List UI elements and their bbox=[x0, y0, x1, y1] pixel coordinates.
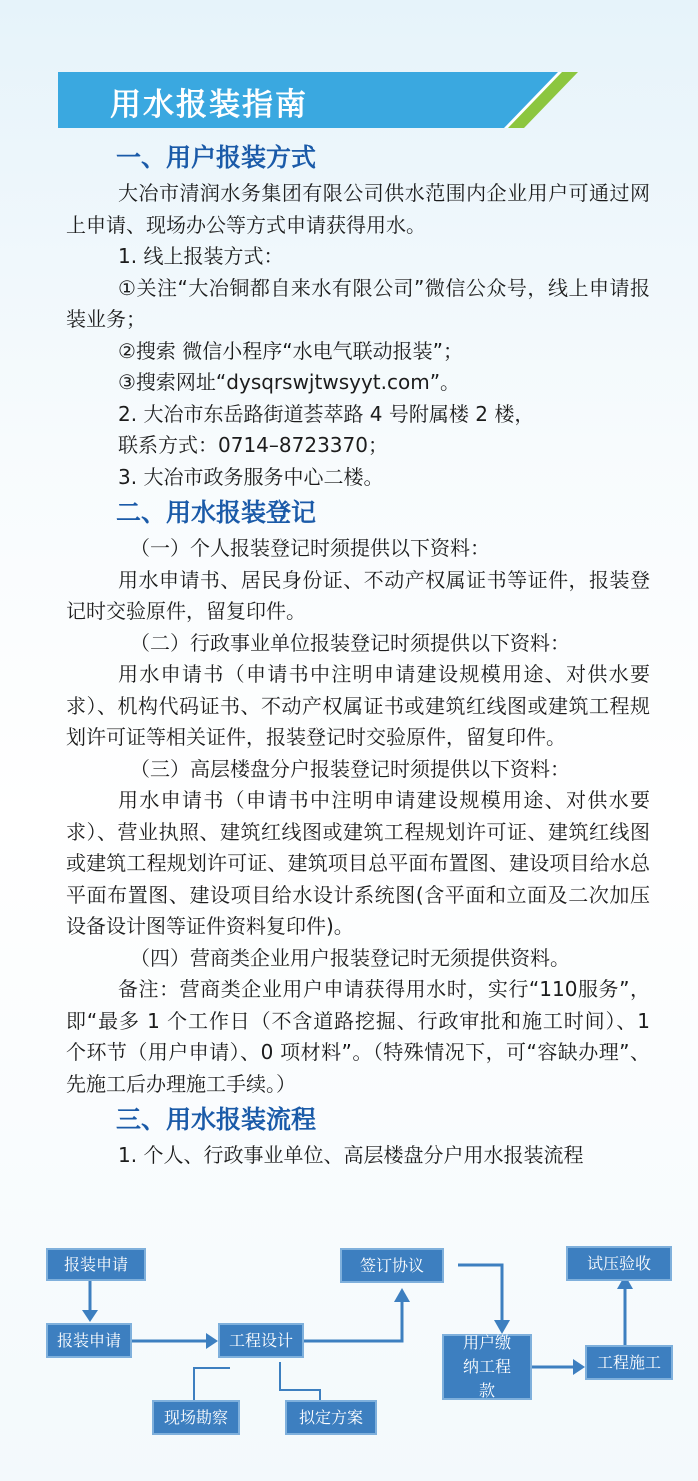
guide-content bbox=[66, 138, 650, 1172]
page-title: 用水报装指南 bbox=[110, 87, 308, 123]
flow-step-build: 工程施工 bbox=[585, 1345, 673, 1380]
note-110-service: 备注：营商类企业用户申请获得用水时，实行“110服务”，即“最多 1 个工作日（不含道路挖掘、行政审批和施工时间）、1 个环节（用户申请）、0 项材料”。（特殊情况下，可“容缺办理”、先施工后办理施工手续。） bbox=[66, 977, 650, 1096]
flow-step-design: 工程设计 bbox=[218, 1323, 304, 1358]
subheading-business: （四）营商类企业用户报装登记时无须提供资料。 bbox=[130, 945, 570, 970]
contact-phone: 联系方式：0714–8723370； bbox=[118, 433, 388, 457]
flow-step-apply: 报装申请 bbox=[46, 1323, 132, 1358]
subheading-government-units: （二）行政事业单位报装登记时须提供以下资料： bbox=[130, 630, 570, 655]
office-address: 2. 大冶市东岳路街道荟萃路 4 号附属楼 2 楼， bbox=[118, 401, 535, 426]
method-website: ③搜索网址“dysqrswjtwsyyt.com”。 bbox=[118, 370, 461, 394]
flow-step-plan: 拟定方案 bbox=[285, 1400, 377, 1435]
text-government-units: 用水申请书（申请书中注明申请建设规模用途、对供水要求）、机构代码证书、不动产权属证书或建筑红线图或建筑工程规划许可证等相关证件，报装登记时交验原件，留复印件。 bbox=[66, 662, 650, 749]
flow-step-sign: 签订协议 bbox=[340, 1248, 444, 1283]
process-subheading: 1. 个人、行政事业单位、高层楼盘分户用水报装流程 bbox=[118, 1143, 584, 1167]
section-heading-application-methods: 一、用户报装方式 bbox=[116, 143, 317, 172]
online-methods-label: 1. 线上报装方式： bbox=[118, 244, 284, 268]
section-heading-process: 三、用水报装流程 bbox=[116, 1105, 317, 1134]
flow-step-test: 试压验收 bbox=[566, 1246, 672, 1281]
text-highrise: 用水申请书（申请书中注明申请建设规模用途、对供水要求）、营业执照、建筑红线图或建筑工程规划许可证、建筑红线图或建筑工程规划许可证、建筑项目总平面布置图、建设项目给水总平面布置图、建设项目给水设计系统图(含平面和立面及二次加压设备设计图等证件资料复印件)。 bbox=[66, 788, 650, 938]
subheading-individual: （一）个人报装登记时须提供以下资料： bbox=[130, 536, 490, 560]
process-flowchart bbox=[0, 1230, 698, 1450]
paragraph-intro: 大冶市清润水务集团有限公司供水范围内企业用户可通过网上申请、现场办公等方式申请获得用水。 bbox=[66, 181, 650, 237]
section-heading-registration: 二、用水报装登记 bbox=[116, 498, 317, 527]
method-mini-program: ②搜索 微信小程序“水电气联动报装”； bbox=[118, 338, 464, 363]
subheading-highrise: （三）高层楼盘分户报装登记时须提供以下资料： bbox=[130, 756, 570, 781]
method-wechat-official-account: ①关注“大冶铜都自来水有限公司”微信公众号，线上申请报装业务； bbox=[66, 275, 650, 331]
flow-step-pay: 用户缴纳工程款 bbox=[442, 1334, 532, 1400]
flow-step-survey: 现场勘察 bbox=[152, 1400, 240, 1435]
title-banner bbox=[58, 72, 578, 128]
service-center: 3. 大冶市政务服务中心二楼。 bbox=[118, 464, 384, 489]
flow-step-apply-top: 报装申请 bbox=[46, 1248, 146, 1281]
text-individual: 用水申请书、居民身份证、不动产权属证书等证件，报装登记时交验原件，留复印件。 bbox=[66, 567, 650, 623]
